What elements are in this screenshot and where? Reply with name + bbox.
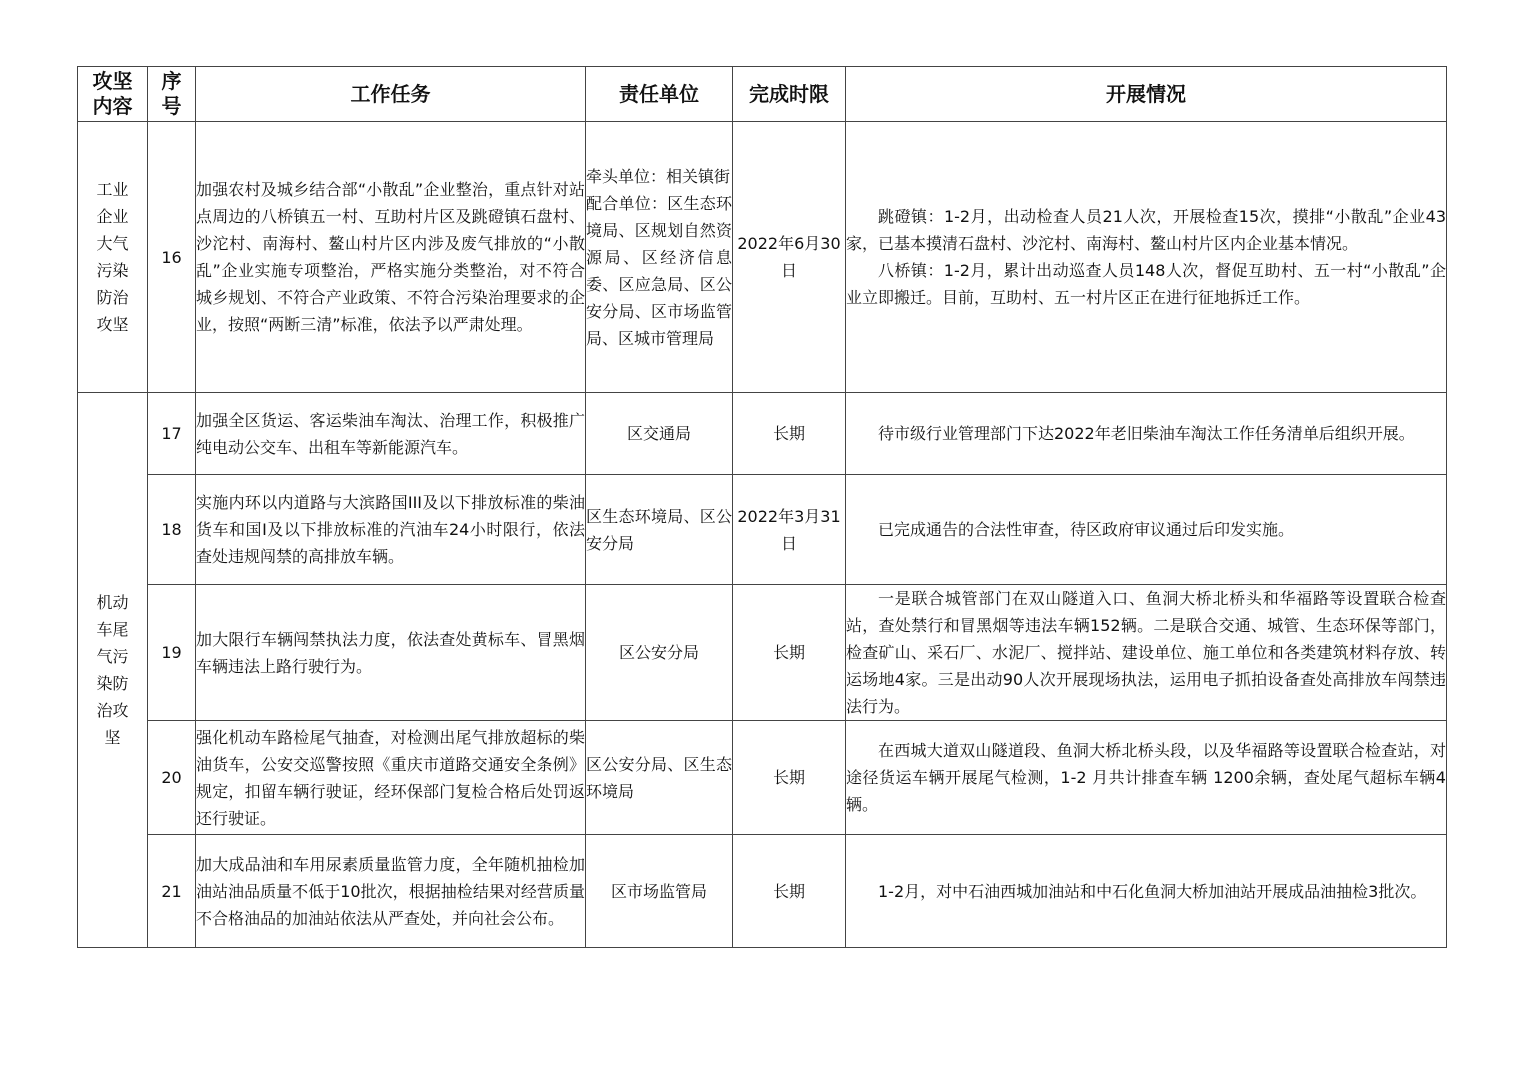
progress-cell (846, 122, 1447, 393)
row-number: 17 (148, 393, 196, 475)
progress-cell (846, 475, 1447, 585)
task-text: 加大成品油和车用尿素质量监管力度，全年随机抽检加油站油品质量不低于10批次，根据抽检结果对经营质量不合格油品的加油站依法从严查处，并向社会公布。 (196, 835, 586, 948)
table-row (78, 393, 1447, 475)
task-text: 加大限行车辆闯禁执法力度，依法查处黄标车、冒黑烟车辆违法上路行驶行为。 (196, 585, 586, 721)
progress-text: 待市级行业管理部门下达2022年老旧柴油车淘汰工作任务清单后组织开展。 (878, 424, 1415, 443)
unit-cell (586, 122, 733, 393)
header-deadline: 完成时限 (733, 67, 846, 122)
unit-cell: 区市场监管局 (586, 835, 733, 948)
category-cell (78, 393, 148, 948)
table-row (78, 122, 1447, 393)
deadline: 2022年3月31日 (733, 475, 846, 585)
progress-cell (846, 393, 1447, 475)
unit-cell: 区交通局 (586, 393, 733, 475)
task-table (77, 66, 1447, 948)
progress-text: 跳磴镇：1-2月，出动检查人员21人次，开展检查15次，摸排“小散乱”企业43家，已基本摸清石盘村、沙沱村、南海村、鳌山村片区内企业基本情况。 (846, 207, 1446, 253)
row-number: 20 (148, 721, 196, 835)
header-category-line: 攻坚 (92, 69, 133, 93)
progress-cell (846, 585, 1447, 721)
category-line: 染防 (96, 674, 129, 693)
category-line: 工业 (96, 180, 129, 199)
category-line: 机动 (96, 593, 129, 612)
table-row (78, 585, 1447, 721)
progress-text: 八桥镇：1-2月，累计出动巡查人员148人次，督促互助村、五一村“小散乱”企业立即搬迁。目前，互助村、五一村片区正在进行征地拆迁工作。 (846, 261, 1446, 307)
deadline: 2022年6月30日 (733, 122, 846, 393)
category-line: 治攻 (96, 701, 129, 720)
deadline: 长期 (733, 393, 846, 475)
deadline: 长期 (733, 585, 846, 721)
category-line: 大气 (96, 234, 129, 253)
unit-cell: 区公安分局、区生态环境局 (586, 721, 733, 835)
task-text: 强化机动车路检尾气抽查，对检测出尾气排放超标的柴油货车，公安交巡警按照《重庆市道路交通安全条例》规定，扣留车辆行驶证，经环保部门复检合格后处罚返还行驶证。 (196, 721, 586, 835)
category-line: 攻坚 (96, 315, 129, 334)
unit-lead: 牵头单位：相关镇街 (586, 166, 731, 186)
header-row (78, 67, 1447, 122)
table-row (78, 721, 1447, 835)
task-text: 加强全区货运、客运柴油车淘汰、治理工作，积极推广纯电动公交车、出租车等新能源汽车。 (196, 393, 586, 475)
unit-cell: 区公安分局 (586, 585, 733, 721)
progress-text: 在西城大道双山隧道段、鱼洞大桥北桥头段，以及华福路等设置联合检查站，对途径货运车辆开展尾气检测，1-2 月共计排查车辆 1200余辆，查处尾气超标车辆4辆。 (846, 741, 1446, 814)
category-cell (78, 122, 148, 393)
header-category (78, 67, 148, 122)
category-line: 气污 (96, 647, 129, 666)
category-line: 防治 (96, 288, 129, 307)
header-number-line: 号 (161, 94, 182, 118)
progress-cell (846, 721, 1447, 835)
header-progress: 开展情况 (846, 67, 1447, 122)
row-number: 18 (148, 475, 196, 585)
row-number: 16 (148, 122, 196, 393)
deadline: 长期 (733, 721, 846, 835)
header-number-line: 序 (161, 69, 182, 93)
progress-text: 1-2月，对中石油西城加油站和中石化鱼洞大桥加油站开展成品油抽检3批次。 (878, 881, 1427, 901)
task-text: 加强农村及城乡结合部“小散乱”企业整治，重点针对站点周边的八桥镇五一村、互助村片区及跳磴镇石盘村、沙沱村、南海村、鳌山村片区内涉及废气排放的“小散乱”企业实施专项整治，严格实施分类整治，对不符合城乡规划、不符合产业政策、不符合污染治理要求的企业，按照“两断三清”标准，依法予以严肃处理。 (196, 122, 586, 393)
header-category-line: 内容 (92, 94, 133, 118)
table-row (78, 475, 1447, 585)
category-line: 污染 (96, 261, 129, 280)
row-number: 21 (148, 835, 196, 948)
task-text: 实施内环以内道路与大滨路国III及以下排放标准的柴油货车和国I及以下排放标准的汽油车24小时限行，依法查处违规闯禁的高排放车辆。 (196, 475, 586, 585)
header-unit: 责任单位 (586, 67, 733, 122)
table-row (78, 835, 1447, 948)
category-line: 坚 (104, 728, 121, 747)
progress-cell (846, 835, 1447, 948)
deadline: 长期 (733, 835, 846, 948)
progress-text: 已完成通告的合法性审查，待区政府审议通过后印发实施。 (878, 520, 1295, 539)
unit-cell: 区生态环境局、区公安分局 (586, 475, 733, 585)
header-task: 工作任务 (196, 67, 586, 122)
unit-coop: 配合单位：区生态环境局、区规划自然资源局、区经济信息委、区应急局、区公安分局、区市场监管局、区城市管理局 (586, 193, 732, 348)
progress-text: 一是联合城管部门在双山隧道入口、鱼洞大桥北桥头和华福路等设置联合检查站，查处禁行和冒黑烟等违法车辆152辆。二是联合交通、城管、生态环保等部门，检查矿山、采石厂、水泥厂、搅拌站、建设单位、施工单位和各类建筑材料存放、转运场地4家。三是出动90人次开展现场执法，运用电子抓拍设备查处高排放车闯禁违法行为。 (846, 589, 1446, 716)
row-number: 19 (148, 585, 196, 721)
category-line: 企业 (96, 207, 129, 226)
header-number (148, 67, 196, 122)
category-line: 车尾 (96, 620, 129, 639)
